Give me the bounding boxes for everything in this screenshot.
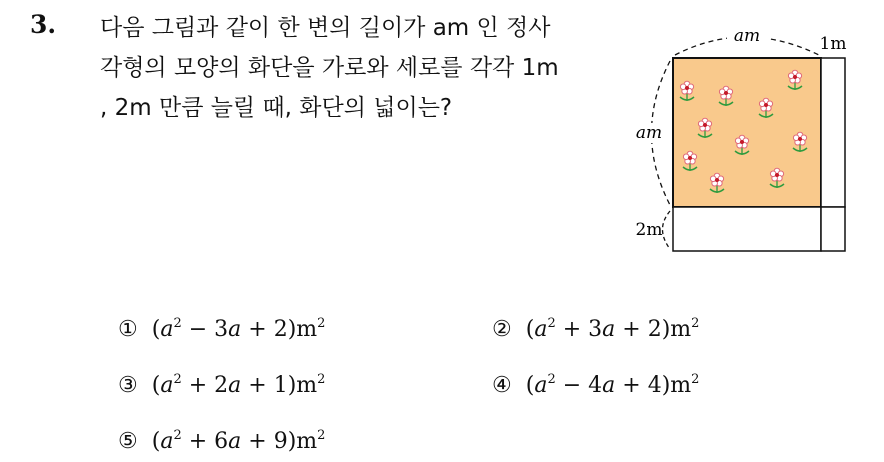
label-bottom-left: 2m: [635, 220, 663, 240]
label-top-right: 1m: [819, 34, 847, 54]
choice-1[interactable]: ① $(a^2 - 3a + 2)m^2$: [118, 316, 326, 342]
flower-icon: [759, 98, 773, 118]
flower-icon: [698, 118, 712, 138]
stem-line: 다음 그림과 같이 한 변의 길이가 am 인 정사: [100, 15, 551, 41]
choice-marker: ③: [118, 373, 138, 398]
bottom-left-arc: [663, 211, 671, 249]
choice-marker: ①: [118, 317, 138, 342]
choice-3[interactable]: ③ $(a^2 + 2a + 1)m^2$: [118, 372, 326, 398]
flower-icon: [793, 132, 807, 152]
question-stem: [100, 8, 615, 128]
choice-5[interactable]: ⑤ $(a^2 + 6a + 9)m^2$: [118, 428, 326, 454]
label-top: am: [733, 26, 761, 46]
bottom-extension: [673, 207, 821, 251]
stem-line: 각형의 모양의 화단을 가로와 세로를 각각 1m: [100, 55, 559, 81]
flower-icon: [683, 151, 697, 171]
corner-extension: [821, 207, 845, 251]
flower-icon: [680, 81, 694, 101]
flower-icon: [710, 173, 724, 193]
flower-icon: [788, 70, 802, 90]
stem-line: , 2m 만큼 늘릴 때, 화단의 넓이는?: [100, 95, 453, 121]
flower-icon: [719, 86, 733, 106]
flower-icon: [770, 168, 784, 188]
choice-marker: ②: [492, 317, 512, 342]
choice-marker: ④: [492, 373, 512, 398]
right-extension: [821, 58, 845, 207]
choice-2[interactable]: ② $(a^2 + 3a + 2)m^2$: [492, 316, 700, 342]
garden-figure: [625, 25, 865, 260]
flower-icon: [735, 135, 749, 155]
label-left: am: [635, 123, 663, 143]
choice-4[interactable]: ④ $(a^2 - 4a + 4)m^2$: [492, 372, 700, 398]
question-number: 3.: [30, 10, 57, 39]
choice-marker: ⑤: [118, 429, 138, 454]
